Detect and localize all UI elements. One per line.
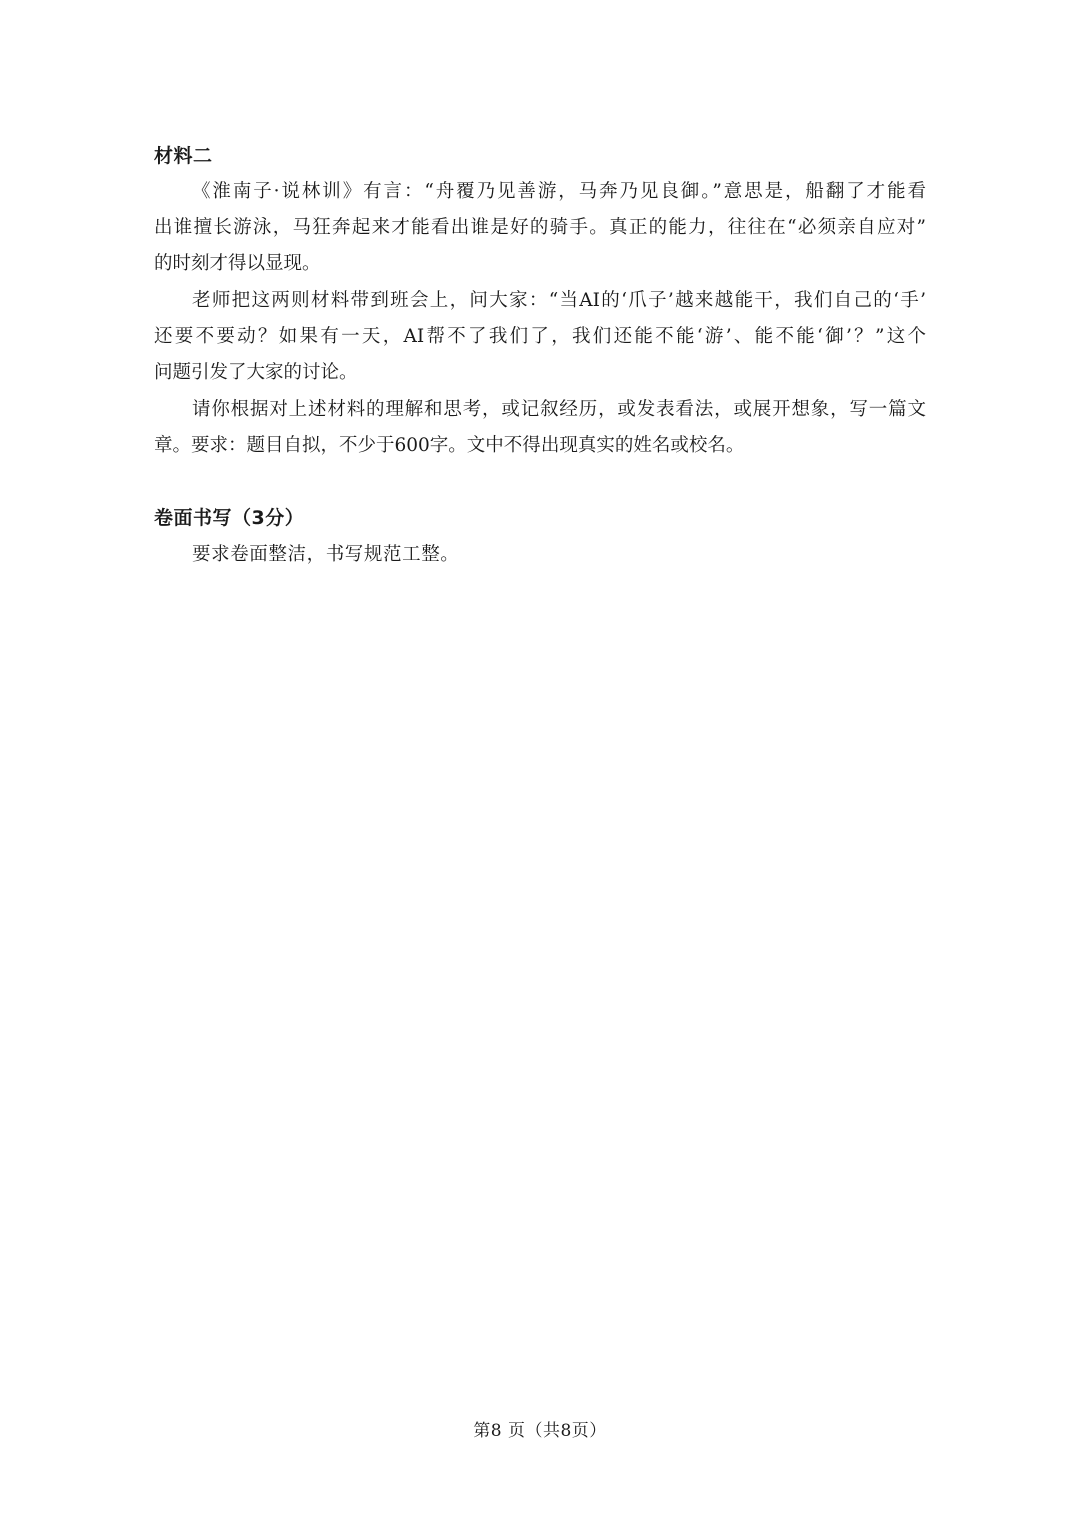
paragraph-2-line-2: 还要不要动？如果有一天，AI帮不了我们了，我们还能不能‘游’、能不能‘御’？”这个: [154, 326, 926, 347]
paragraph-3-line-2: 章。要求：题目自拟，不少于600字。文中不得出现真实的姓名或校名。: [154, 435, 745, 456]
paragraph-1-line-3: 的时刻才得以显现。: [154, 253, 321, 274]
page-number: 第8 页（共8页）: [473, 1421, 607, 1441]
paragraph-1-line-2: 出谁擅长游泳，马狂奔起来才能看出谁是好的骑手。真正的能力，往往在“必须亲自应对”: [154, 217, 926, 238]
paragraph-3-line-1: 请你根据对上述材料的理解和思考，或记叙经历，或发表看法，或展开想象，写一篇文: [192, 399, 926, 420]
handwriting-requirement: 要求卷面整洁，书写规范工整。: [192, 544, 460, 565]
section-heading-material-two: 材料二: [154, 145, 213, 167]
section-heading-handwriting: 卷面书写（3分）: [154, 507, 305, 529]
paragraph-2-line-3: 问题引发了大家的讨论。: [154, 362, 358, 383]
paragraph-2-line-1: 老师把这两则材料带到班会上，问大家：“当AI的‘爪子’越来越能干，我们自己的‘手’: [192, 290, 926, 311]
paragraph-1-line-1: 《淮南子·说林训》有言：“舟覆乃见善游，马奔乃见良御。”意思是，船翻了才能看: [192, 181, 926, 202]
